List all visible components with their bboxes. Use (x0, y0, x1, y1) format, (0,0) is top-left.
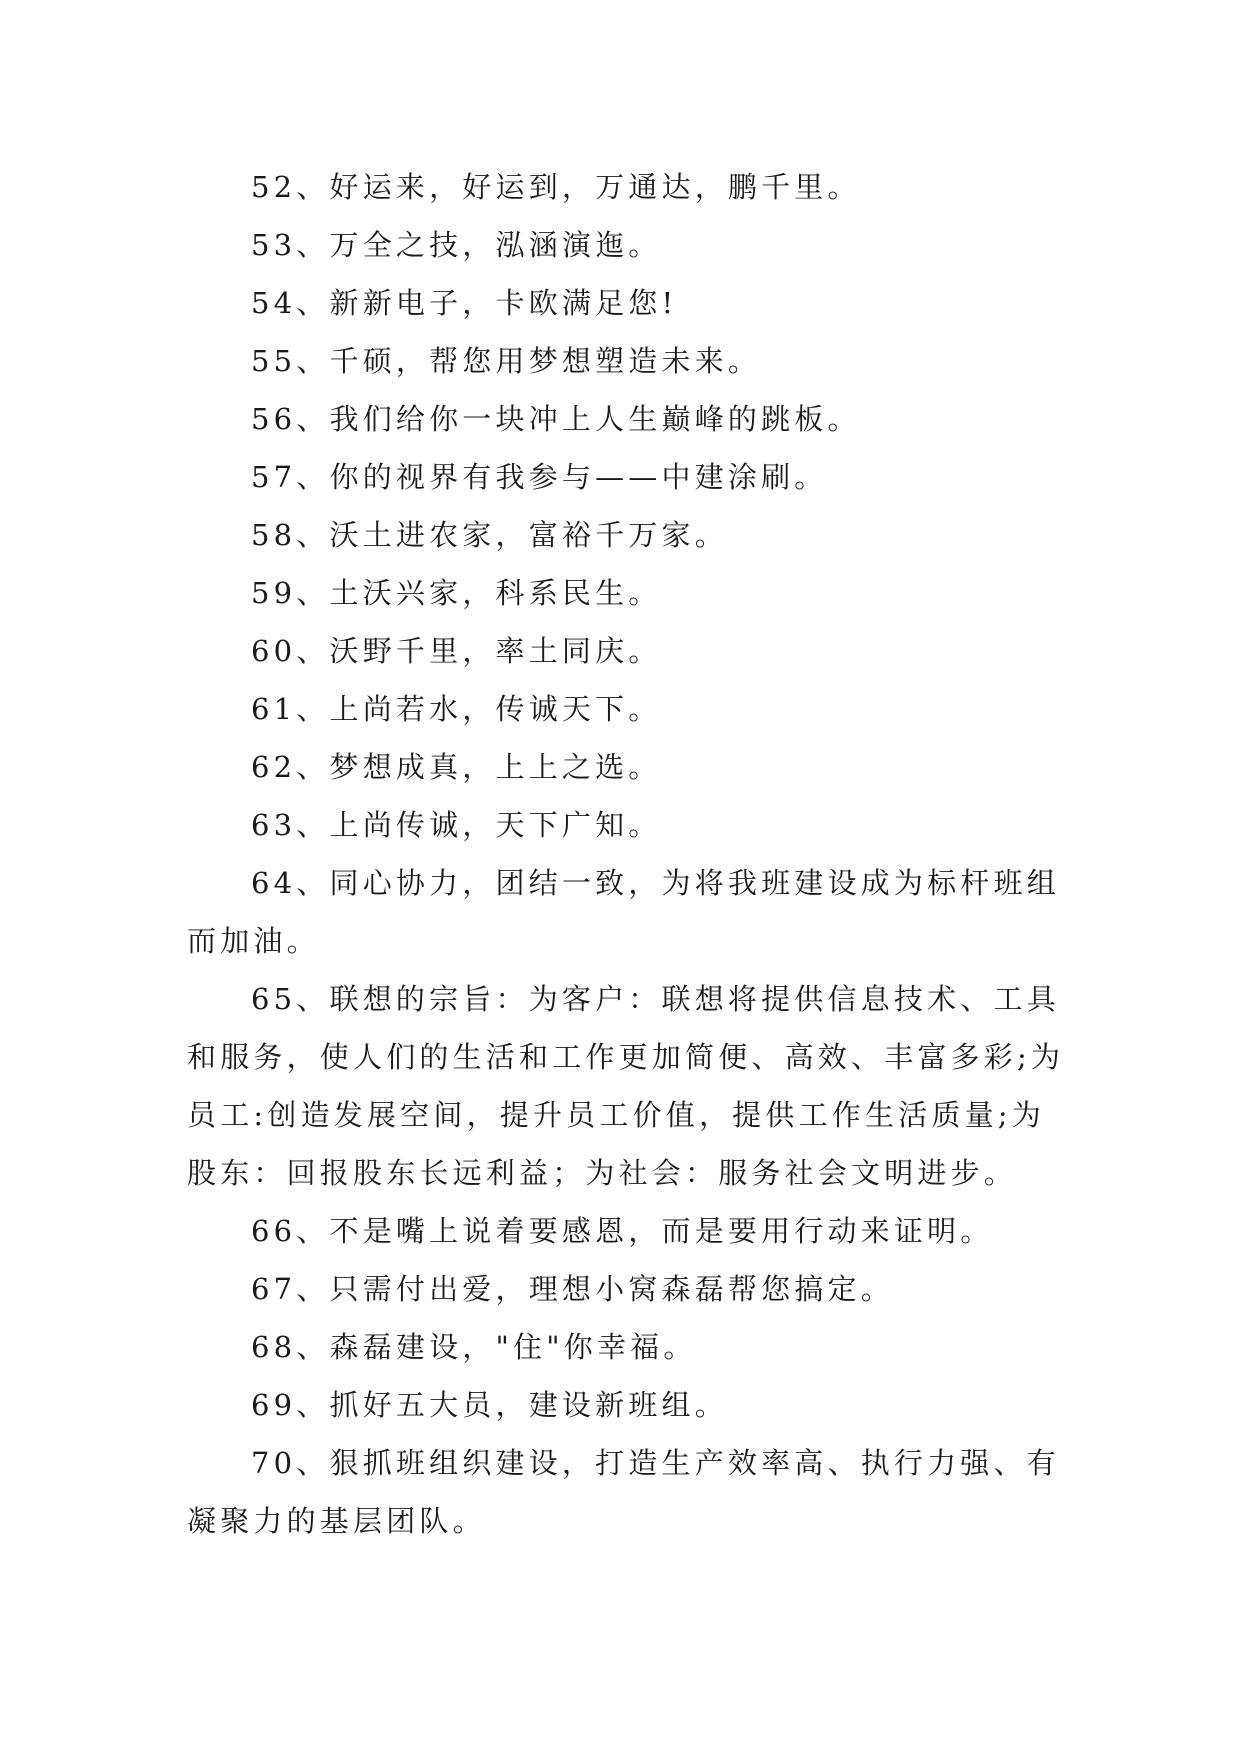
paragraph-59: 59、土沃兴家，科系民生。 (251, 576, 662, 610)
paragraph-62: 62、梦想成真，上上之选。 (251, 750, 662, 784)
paragraph-58: 58、沃土进农家，富裕千万家。 (251, 518, 728, 552)
paragraph-57: 57、你的视界有我参与——中建涂刷。 (251, 460, 828, 494)
document-body (187, 158, 1067, 1550)
paragraph-69: 69、抓好五大员，建设新班组。 (251, 1388, 728, 1422)
paragraph-66: 66、不是嘴上说着要感恩，而是要用行动来证明。 (251, 1214, 994, 1248)
paragraph-56: 56、我们给你一块冲上人生巅峰的跳板。 (251, 402, 861, 436)
paragraph-65: 65、联想的宗旨：为客户：联想将提供信息技术、工具和服务，使人们的生活和工作更加简便、高效、丰富多彩;为员工:创造发展空间，提升员工价值，提供工作生活质量;为股东：回报股东长远利益；为社会：服务社会文明进步。 (187, 982, 1065, 1190)
paragraph-55: 55、千硕，帮您用梦想塑造未来。 (251, 344, 762, 378)
paragraph-52: 52、好运来，好运到，万通达，鹏千里。 (251, 170, 861, 204)
paragraph-63: 63、上尚传诚，天下广知。 (251, 808, 662, 842)
paragraph-67: 67、只需付出爱，理想小窝森磊帮您搞定。 (251, 1272, 894, 1306)
paragraph-70: 70、狠抓班组织建设，打造生产效率高、执行力强、有凝聚力的基层团队。 (187, 1446, 1060, 1538)
paragraph-53: 53、万全之技，泓涵演迤。 (251, 228, 662, 262)
paragraph-68: 68、森磊建设，"住"你幸福。 (251, 1330, 697, 1364)
paragraph-60: 60、沃野千里，率土同庆。 (251, 634, 662, 668)
paragraph-61: 61、上尚若水，传诚天下。 (251, 692, 662, 726)
paragraph-64: 64、同心协力，团结一致，为将我班建设成为标杆班组而加油。 (187, 866, 1060, 958)
paragraph-54: 54、新新电子，卡欧满足您! (251, 286, 678, 320)
